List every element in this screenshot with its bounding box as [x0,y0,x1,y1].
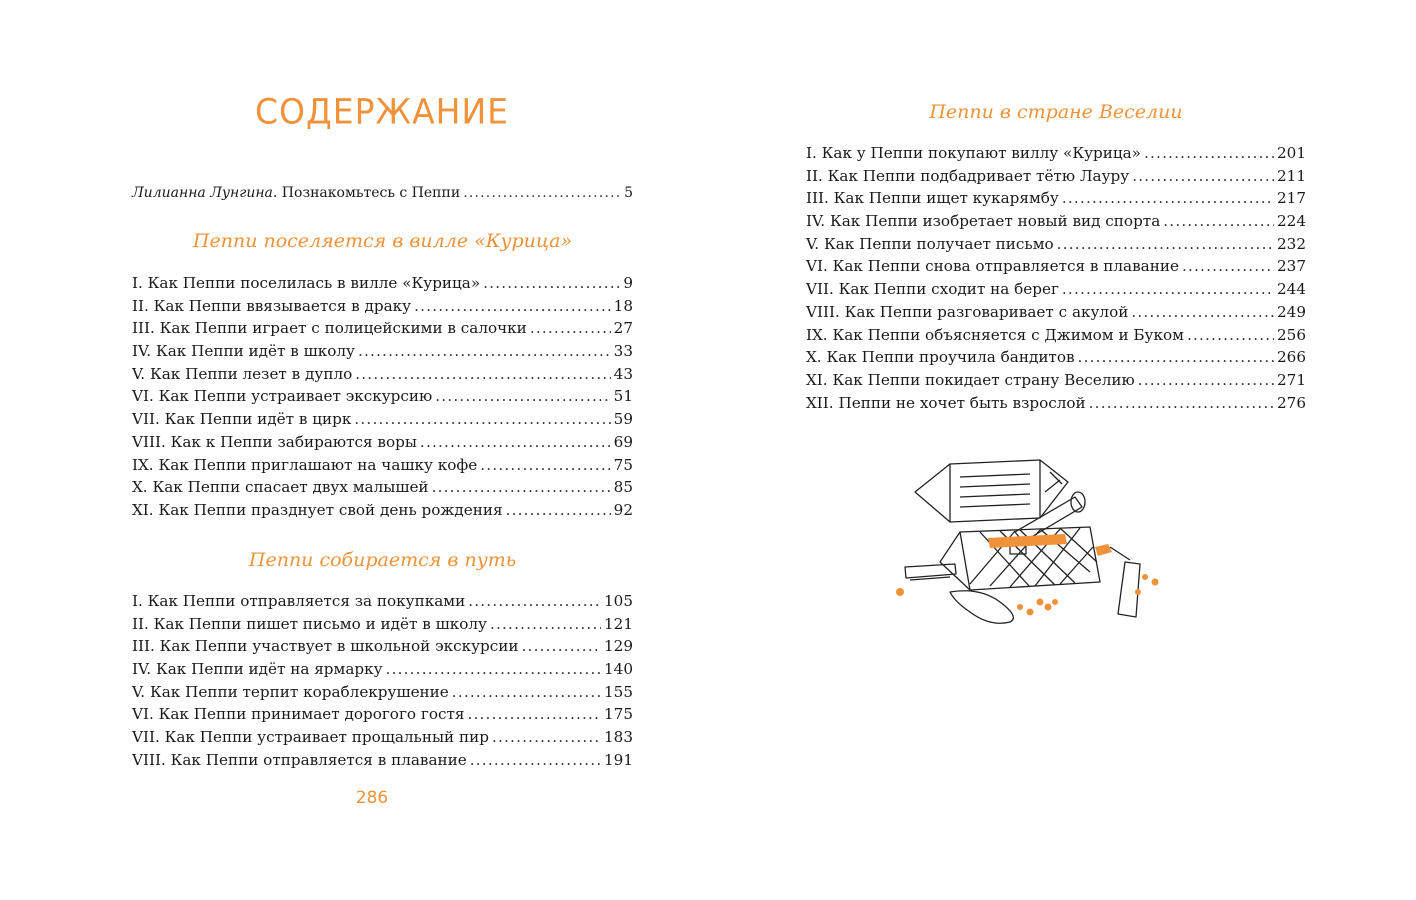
leader-dots [1089,392,1274,415]
toc-entry[interactable] [132,499,633,522]
toc-entry-title: V. Как Пеппи терпит кораблекрушение [132,682,449,701]
page-number: 286 [355,788,389,808]
intro-author: Лилианна Лунгина. [132,185,278,201]
toc-entry-page: 105 [604,592,633,610]
toc-entry-title: III. Как Пеппи играет с полицейскими в салочки [132,319,527,338]
toc-entry-title: VIII. Как Пеппи отправляется в плавание [132,750,467,769]
toc-entry-page: 256 [1277,325,1306,344]
toc-entry[interactable] [132,340,633,363]
toc-entry-page: 276 [1277,393,1306,412]
toc-entry-title: VI. Как Пеппи снова отправляется в плавание [806,257,1179,276]
toc-entry-page: 155 [604,682,633,701]
leader-dots [530,317,611,340]
leader-dots [354,408,610,431]
leader-dots [386,658,601,681]
toc-entry-page: 211 [1277,166,1306,185]
toc-entry-title: IV. Как Пеппи идёт на ярмарку [132,660,383,679]
toc-entry-title: III. Как Пеппи ищет кукарямбу [806,189,1059,208]
toc-entry[interactable] [132,431,633,454]
toc-entry-title: II. Как Пеппи подбадривает тётю Лауру [806,166,1130,185]
leader-dots [1057,233,1274,256]
toc-entry[interactable] [132,703,633,726]
toc-entry[interactable] [806,233,1306,256]
toc-entry[interactable] [806,369,1306,392]
leader-dots [506,499,611,522]
toc-entry-page: 271 [1277,370,1306,389]
leader-dots [452,681,601,704]
toc-entry-title: VIII. Как к Пеппи забираются воры [132,432,417,451]
leader-dots [468,590,601,613]
toc-entry-title: VII. Как Пеппи устраивает прощальный пир [132,728,489,747]
toc-entry[interactable] [806,278,1306,301]
leader-dots [483,272,620,295]
leader-dots [470,749,601,772]
leader-dots [420,431,611,454]
toc-entry[interactable] [132,454,633,477]
toc-entry[interactable] [806,142,1306,165]
toc-entry-title: XI. Как Пеппи празднует свой день рождения [132,500,503,519]
toc-entry-page: 201 [1277,144,1306,162]
toc-entry-page: 249 [1277,302,1306,321]
toc-entry[interactable] [132,272,633,295]
toc-entry-title: VII. Как Пеппи сходит на берег [806,280,1059,299]
section-title-3: Пеппи в стране Веселии [929,101,1183,123]
toc-entry-title: V. Как Пеппи лезет в дупло [132,364,353,383]
page-title: СОДЕРЖАНИЕ [254,91,510,132]
toc-entry[interactable] [132,385,633,408]
toc-entry[interactable] [132,681,633,704]
toc-entry-page: 51 [613,387,633,406]
right-page [708,0,1416,900]
toc-entry-intro[interactable] [132,182,633,205]
toc-entry[interactable] [806,210,1306,233]
leader-dots [1138,369,1274,392]
toc-entry-title: XI. Как Пеппи покидает страну Веселию [806,370,1135,389]
toc-entry-page: 183 [604,728,633,747]
leader-dots [432,476,611,499]
toc-entry[interactable] [806,301,1306,324]
leader-dots [1062,187,1274,210]
leader-dots [1062,278,1274,301]
toc-entry-page: 59 [613,410,633,429]
toc-entry-page: 224 [1277,212,1306,231]
toc-entry[interactable] [132,749,633,772]
leader-dots [435,385,610,408]
toc-entry[interactable] [132,317,633,340]
leader-dots [467,703,601,726]
leader-dots [1163,210,1274,233]
toc-entry[interactable] [132,363,633,386]
toc-entry[interactable] [132,635,633,658]
section-title-2: Пеппи собирается в путь [248,549,517,571]
toc-entry[interactable] [806,324,1306,347]
toc-entry-page: 43 [613,364,633,383]
toc-entry-page: 92 [613,500,633,519]
toc-entry-title: I. Как у Пеппи покупают виллу «Курица» [806,144,1141,162]
toc-entry[interactable] [132,658,633,681]
toc-entry[interactable] [806,392,1306,415]
toc-entry-page: 237 [1277,257,1306,276]
toc-entry-page: 191 [604,750,633,769]
toc-entry-page: 33 [613,342,633,361]
toc-entry-page: 244 [1277,280,1306,299]
leader-dots [358,340,611,363]
toc-entry-page: 9 [623,274,633,292]
toc-entry-page: 217 [1277,189,1306,208]
intro-page: 5 [624,185,633,201]
intro-entry [132,182,633,205]
leader-dots [355,363,610,386]
leader-dots [1078,346,1274,369]
toc-entry[interactable] [132,613,633,636]
toc-entry[interactable] [132,590,633,613]
toc-entry[interactable] [132,295,633,318]
toc-entry-title: IV. Как Пеппи изобретает новый вид спорта [806,212,1161,231]
toc-entry-page: 69 [613,432,633,451]
toc-entry[interactable] [132,476,633,499]
leader-dots [1144,142,1274,165]
toc-entry[interactable] [806,165,1306,188]
toc-entry[interactable] [132,408,633,431]
treasure-chest-icon [890,452,1180,637]
toc-entry[interactable] [132,726,633,749]
leader-dots [480,454,610,477]
toc-entry-title: IV. Как Пеппи идёт в школу [132,342,355,361]
toc-entry-title: II. Как Пеппи пишет письмо и идёт в школу [132,614,487,633]
toc-entry-title: XII. Пеппи не хочет быть взрослой [806,393,1086,412]
toc-entry[interactable] [806,255,1306,278]
leader-dots [522,635,601,658]
toc-entry-title: I. Как Пеппи поселилась в вилле «Курица» [132,274,481,292]
toc-entry-page: 266 [1277,348,1306,367]
toc-entry-title: X. Как Пеппи проучила бандитов [806,348,1075,367]
toc-entry-title: X. Как Пеппи спасает двух малышей [132,478,429,497]
leader-dots [1182,255,1274,278]
toc-entry-title: IX. Как Пеппи приглашают на чашку кофе [132,455,478,474]
toc-entry-page: 18 [613,296,633,315]
leader-dots [1131,301,1274,324]
toc-entry-title: V. Как Пеппи получает письмо [806,234,1054,253]
toc-entry-page: 232 [1277,234,1306,253]
toc-entry-title: IX. Как Пеппи объясняется с Джимом и Буком [806,325,1184,344]
toc-entry[interactable] [806,187,1306,210]
toc-entry-title: VII. Как Пеппи идёт в цирк [132,410,352,429]
toc-entry-title: VI. Как Пеппи принимает дорогого гостя [132,705,465,724]
leader-dots [463,182,621,205]
toc-list-section-3 [806,142,1306,414]
leader-dots [492,726,601,749]
toc-entry-title: III. Как Пеппи участвует в школьной экскурсии [132,637,519,656]
leader-dots [1187,324,1274,347]
leader-dots [414,295,611,318]
toc-list-section-1 [132,272,633,522]
toc-entry-title: VI. Как Пеппи устраивает экскурсию [132,387,433,406]
leader-dots [490,613,601,636]
toc-entry-page: 85 [613,478,633,497]
toc-entry-page: 121 [604,614,633,633]
leader-dots [1132,165,1274,188]
toc-entry-title: VIII. Как Пеппи разговаривает с акулой [806,302,1129,321]
toc-entry-title: I. Как Пеппи отправляется за покупками [132,592,466,610]
toc-entry-page: 75 [613,455,633,474]
toc-list-section-2 [132,590,633,772]
toc-entry-page: 129 [604,637,633,656]
section-title-1: Пеппи поселяется в вилле «Курица» [192,230,573,252]
toc-entry-page: 175 [604,705,633,724]
toc-entry[interactable] [806,346,1306,369]
intro-text: Познакомьтесь с Пеппи [277,185,461,201]
toc-entry-page: 140 [604,660,633,679]
toc-entry-page: 27 [613,319,633,338]
toc-entry-title: II. Как Пеппи ввязывается в драку [132,296,412,315]
